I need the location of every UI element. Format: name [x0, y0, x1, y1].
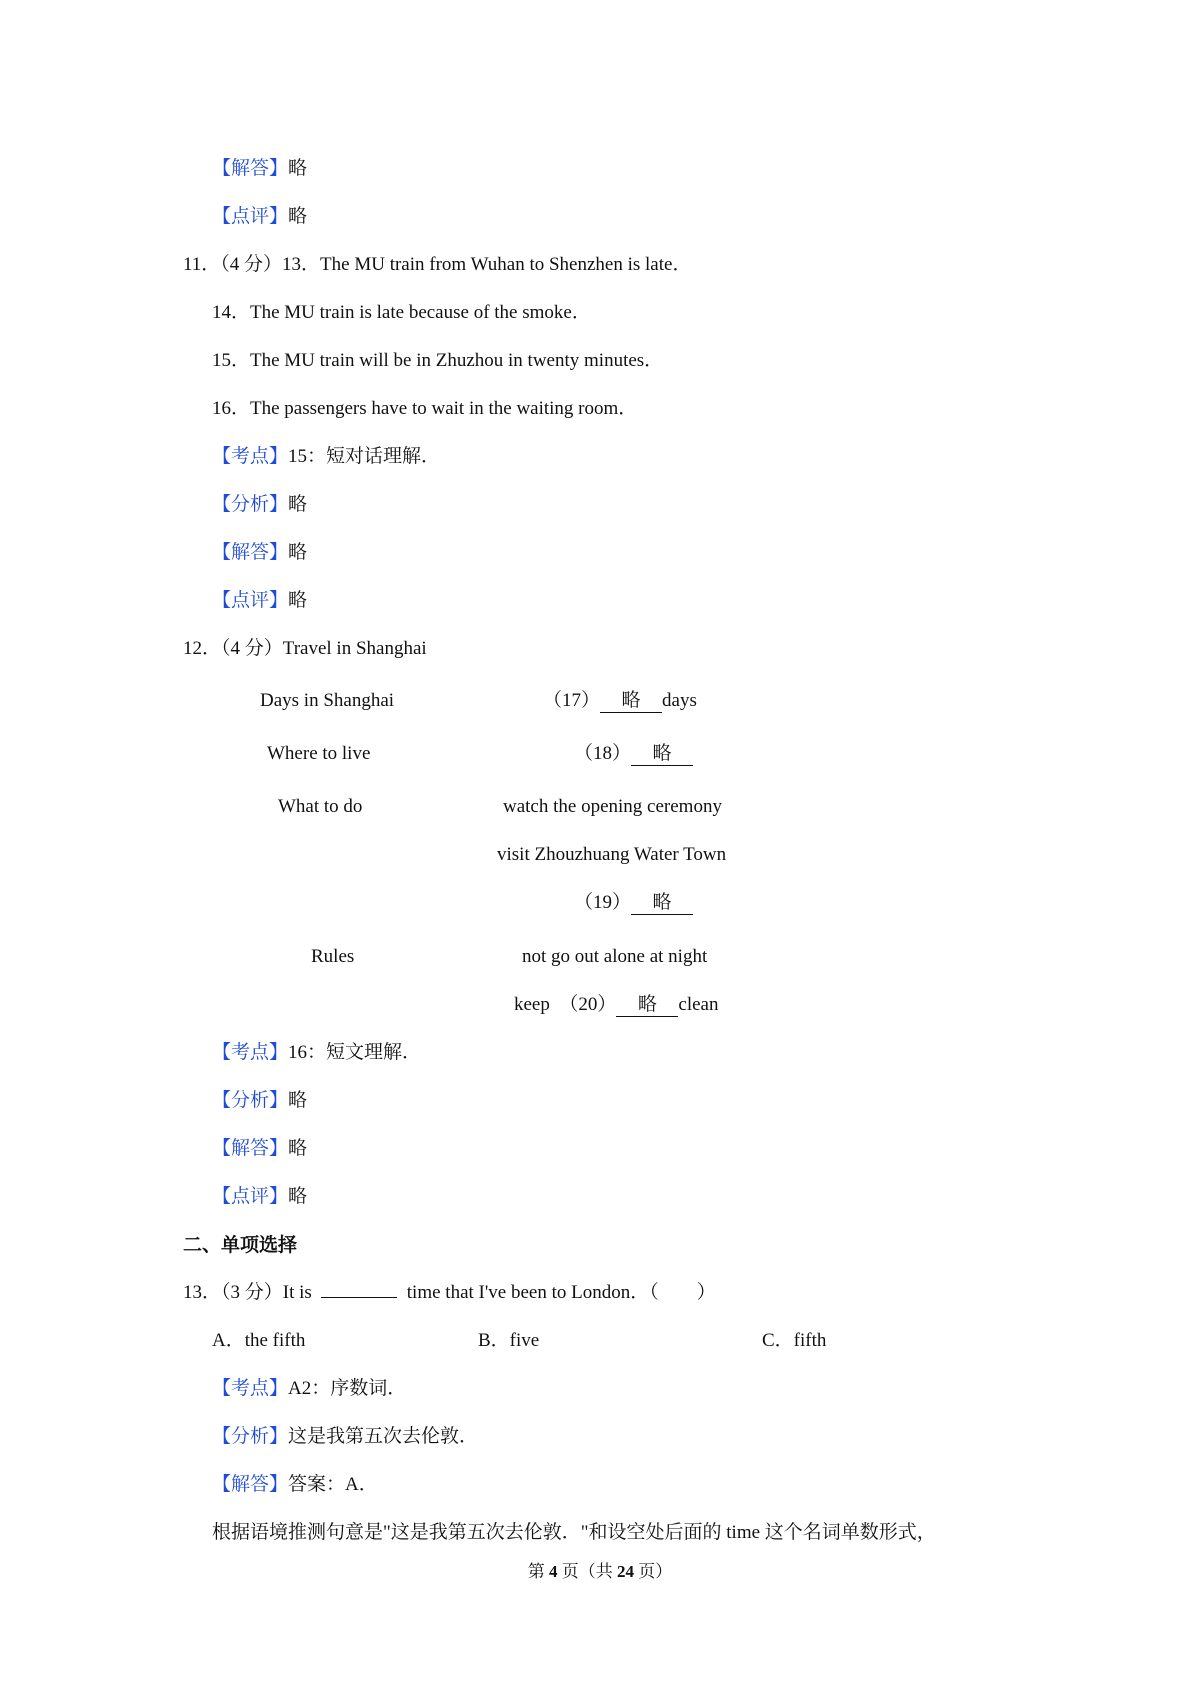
q11-jieda: 【解答】略 — [212, 542, 308, 563]
q12-jieda: 【解答】略 — [212, 1138, 308, 1159]
q12-fenxi: 【分析】略 — [212, 1090, 308, 1111]
q11-kaodian: 【考点】15：短对话理解． — [212, 446, 441, 467]
q12-heading: 12．（4 分）Travel in Shanghai — [183, 638, 427, 659]
section-heading: 二、单项选择 — [183, 1234, 298, 1256]
row-do-item3: （19） 略 — [574, 891, 693, 915]
q13-fenxi: 【分析】这是我第五次去伦敦． — [212, 1426, 479, 1447]
row-days-value: （17） 略 days — [543, 690, 697, 711]
comment-line: 【点评】略 — [212, 206, 308, 227]
q13-blank — [321, 1297, 397, 1298]
q11-line-16: 16．The passengers have to wait in the waiting room． — [212, 398, 638, 419]
row-live-label: Where to live — [267, 743, 371, 764]
q13-kaodian: 【考点】A2：序数词． — [212, 1378, 407, 1399]
row-rules-label: Rules — [311, 946, 355, 967]
answer-line: 【解答】略 — [212, 158, 308, 179]
row-do-item2: visit Zhouzhuang Water Town — [497, 844, 727, 865]
q11-line-15: 15．The MU train will be in Zhuzhou in twenty minutes． — [212, 350, 664, 371]
blank-19: 略 — [631, 892, 693, 915]
q12-kaodian: 【考点】16：短文理解． — [212, 1042, 422, 1063]
q11-fenxi: 【分析】略 — [212, 494, 308, 515]
page-total: 24 — [617, 1562, 634, 1581]
row-do-item1: watch the opening ceremony — [503, 796, 722, 817]
page-number: 4 — [549, 1562, 558, 1581]
row-rules-item2: keep （20） 略 clean — [514, 994, 719, 1015]
row-do-label: What to do — [278, 796, 363, 817]
q13-option-b: B．five — [478, 1330, 540, 1351]
q13-option-c: C．fifth — [762, 1330, 827, 1351]
q11-heading: 11．（4 分）13．The MU train from Wuhan to Shenzhen is late． — [183, 254, 692, 275]
blank-20: 略 — [616, 994, 678, 1017]
q13-heading: 13．（3 分）It is time that I've been to London．（ ） — [183, 1282, 716, 1303]
page-footer: 第 4 页（共 24 页） — [527, 1562, 673, 1581]
row-days-label: Days in Shanghai — [260, 690, 395, 711]
blank-18: 略 — [631, 743, 693, 766]
q12-dianping: 【点评】略 — [212, 1186, 308, 1207]
row-rules-item1: not go out alone at night — [522, 946, 708, 967]
q11-dianping: 【点评】略 — [212, 590, 308, 611]
q11-line-14: 14．The MU train is late because of the smoke． — [212, 302, 591, 323]
blank-17: 略 — [600, 690, 662, 713]
row-live-value: （18） 略 — [574, 742, 693, 766]
q13-option-a: A．the fifth — [212, 1330, 306, 1351]
q13-jieda: 【解答】答案：A． — [212, 1474, 378, 1495]
q13-reason: 根据语境推测句意是"这是我第五次去伦敦．"和设空处后面的 time 这个名词单数形式， — [212, 1522, 936, 1543]
